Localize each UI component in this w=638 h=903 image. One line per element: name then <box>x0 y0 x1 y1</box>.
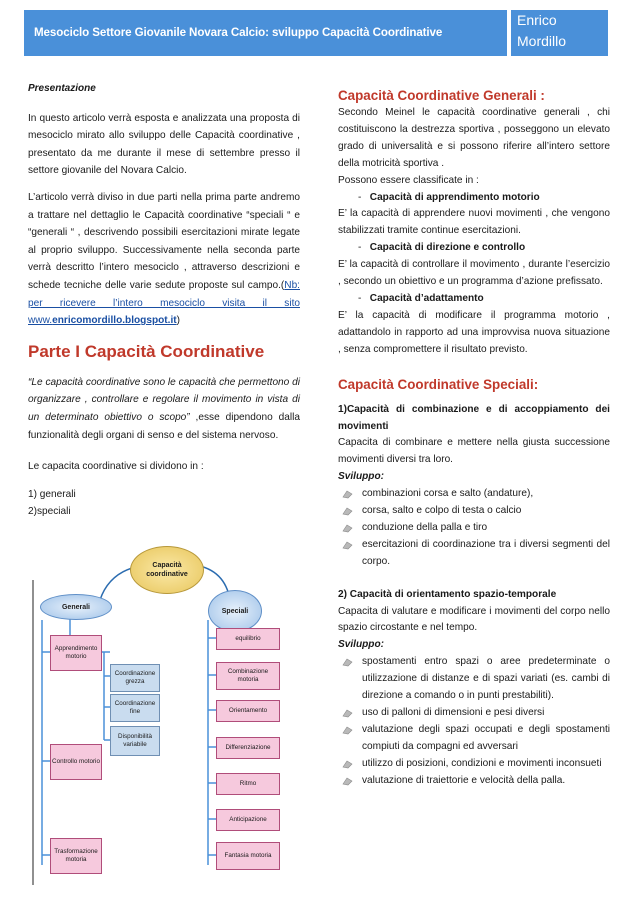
intro-paragraph: In questo articolo verrà esposta e analizzata una proposta di mesociclo mirato allo sviluppo delle Capacità coordinative , presentato da me durante il mese di settembre presso il settore giovanile del Novara Calcio. <box>28 112 300 177</box>
definition-quote: “Le capacità coordinative sono le capacità che permettono di organizzare , controllare e regolare il movimento in vista di un determinato obiettivo o scopo” <box>28 376 300 423</box>
bullet-text: combinazioni corsa e salto (andature), <box>362 488 534 500</box>
speciali-1-text: Capacita di combinare e mettere nella giusta successione movimenti diversi tra loro. <box>338 437 610 466</box>
bullet-text: spostamenti entro spazi o aree predeterminate o utilizzazione di distanze e di spazi variati (es. cambi di direzione a comando o in punti prestabiliti). <box>362 656 610 702</box>
bullet-icon <box>342 725 353 735</box>
definition-paragraph <box>28 374 300 444</box>
spec-box-combinazione: Combinazione motoria <box>216 662 280 690</box>
diagram-center-node: Capacità coordinative <box>130 546 204 594</box>
section-presentazione: Presentazione <box>28 83 96 94</box>
spec-box-orientamento: Orientamento <box>216 700 280 722</box>
capacity-3-title: - Capacità d’adattamento <box>358 292 484 304</box>
list-item-generali: 1) generali <box>28 488 76 500</box>
header <box>0 0 638 60</box>
classify-sentence: Possono essere classificate in : <box>338 174 479 186</box>
list-item <box>338 486 610 503</box>
nb-link[interactable]: Nb: per ricevere l’intero mesociclo visita il sito www. <box>28 279 300 327</box>
bullet-text: utilizzo di posizioni, condizioni e movimenti inconsueti <box>362 757 602 769</box>
capacity-1-title: - Capacità di apprendimento motorio <box>358 191 540 203</box>
diagram-speciali-node: Speciali <box>208 590 262 632</box>
bullet-text: corsa, salto e colpo di testa o calcio <box>362 505 522 517</box>
sviluppo-label-2: Sviluppo: <box>338 639 384 651</box>
article-outline-paragraph <box>28 189 300 330</box>
spec-box-ritmo: Ritmo <box>216 773 280 795</box>
bullet-icon <box>342 708 353 718</box>
coordination-diagram <box>30 540 300 885</box>
bullet-text: esercitazioni di coordinazione tra i diversi segmenti del corpo. <box>362 538 610 567</box>
capacity-3-title-text: Capacità d’adattamento <box>369 292 484 304</box>
gen-box-trasformazione: Trasformazione motoria <box>50 838 102 874</box>
bullet-icon <box>342 489 353 499</box>
list-item <box>338 654 610 705</box>
right-column <box>338 86 610 790</box>
list-item-speciali: 2)speciali <box>28 506 71 518</box>
author-first-name: Enrico <box>517 12 557 28</box>
mid-box-grezza: Coordinazione grezza <box>110 664 160 692</box>
capacity-2-text: E’ la capacità di controllare il movimento , durante l’esercizio , secondo un obiettivo e un programma d’azione prefissato. <box>338 259 610 288</box>
speciali-1-bullets <box>338 486 610 571</box>
sviluppo-label-1: Sviluppo: <box>338 471 384 483</box>
capacity-2-title: - Capacità di direzione e controllo <box>358 242 526 254</box>
spec-box-differenziazione: Differenziazione <box>216 737 280 759</box>
list-item <box>338 722 610 756</box>
site-link[interactable]: enricomordillo.blogspot.it <box>52 315 177 327</box>
division-sentence: Le capacita coordinative si dividono in : <box>28 461 204 473</box>
diagram-generali-node: Generali <box>40 594 112 620</box>
spec-box-fantasia: Fantasia motoria <box>216 842 280 870</box>
definition-tail: ,esse dipendono dalla funzionalità degli organi di senso e del sistema nervoso. <box>28 411 300 441</box>
speciali-2-bullets <box>338 654 610 789</box>
list-item <box>338 520 610 537</box>
capacity-3-text: E’ la capacità di modificare il programma motorio , adattandolo in rapporto ad una improvvisa nuova situazione , senza compromettere il risultato previsto. <box>338 309 610 355</box>
bullet-icon <box>342 523 353 533</box>
left-column <box>28 80 300 521</box>
header-title: Mesociclo Settore Giovanile Novara Calcio: sviluppo Capacità Coordinative <box>34 26 443 39</box>
generali-title: Capacità Coordinative Generali : <box>338 88 545 103</box>
author-last-name: Mordillo <box>517 33 567 49</box>
speciali-2-title: 2) Capacità di orientamento spazio-temporale <box>338 588 557 600</box>
list-item <box>338 705 610 722</box>
bullet-icon <box>342 506 353 516</box>
generali-intro: Secondo Meinel le capacità coordinative generali , chi costituiscono la destrezza sportiva , posseggono un elevato grado di universalità e si possono riferire all’intero settore della motricità sportiva . <box>338 107 610 169</box>
speciali-2-text: Capacita di valutare e modificare i movimenti del corpo nello spazio circostante e nel tempo. <box>338 605 610 634</box>
bullet-text: valutazione di traiettorie e velocità della palla. <box>362 774 566 786</box>
mid-box-disponibilita: Disponibilità variabile <box>110 726 160 756</box>
spec-box-anticipazione: Anticipazione <box>216 809 280 831</box>
header-author-box <box>511 10 608 56</box>
list-item <box>338 756 610 773</box>
speciali-1-title: 1)Capacità di combinazione e di accoppiamento dei movimenti <box>338 403 610 432</box>
outline-end: ) <box>176 315 180 327</box>
bullet-text: uso di palloni di dimensioni e pesi diversi <box>362 707 545 718</box>
speciali-title: Capacità Coordinative Speciali: <box>338 376 539 392</box>
spec-box-equilibrio: equilibrio <box>216 628 280 650</box>
part-title: Parte I Capacità Coordinative <box>28 341 265 361</box>
gen-box-apprendimento: Apprendimento motorio <box>50 635 102 671</box>
capacity-1-text: E’ la capacità di apprendere nuovi movimenti , che vengono stabilizzati tramite continue esercitazioni. <box>338 208 610 237</box>
bullet-text: valutazione degli spazi occupati e degli spostamenti compiuti da compagni ed avversari <box>362 723 610 752</box>
mid-box-fine: Coordinazione fine <box>110 694 160 722</box>
capacity-2-title-text: Capacità di direzione e controllo <box>369 242 526 254</box>
list-item <box>338 773 610 790</box>
bullet-icon <box>342 776 353 786</box>
list-item <box>338 537 610 571</box>
bullet-icon <box>342 657 353 667</box>
bullet-icon <box>342 759 353 769</box>
bullet-text: conduzione della palla e tiro <box>362 521 488 533</box>
bullet-icon <box>342 540 353 550</box>
outline-text: L’articolo verrà diviso in due parti nella prima parte andremo a trattare nel dettaglio le Capacità coordinative “speciali “ e “generali “ , descrivendo possibili esercitazioni mirate legate al proprio sviluppo. Successivamente nella seconda parte verrà descritto l’intero mesociclo , attraverso descrizioni e schede tecniche delle varie sedute proposte sul campo.( <box>28 191 300 291</box>
list-item <box>338 503 610 520</box>
capacity-1-title-text: Capacità di apprendimento motorio <box>369 191 540 203</box>
gen-box-controllo: Controllo motorio <box>50 744 102 780</box>
